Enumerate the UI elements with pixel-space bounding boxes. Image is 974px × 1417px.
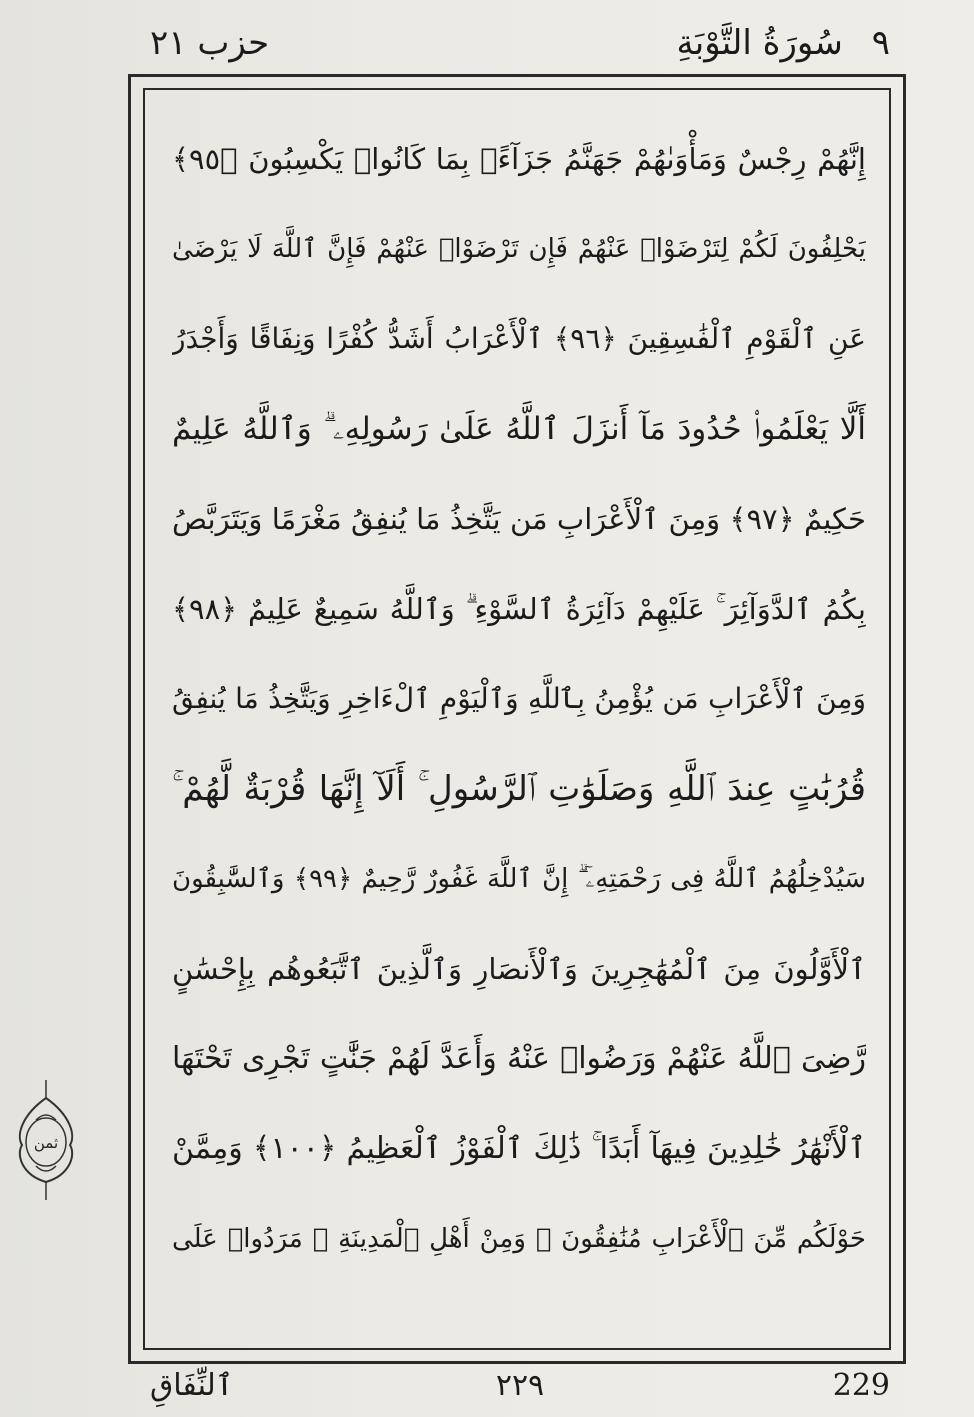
text-line-7: وَمِنَ ٱلْأَعْرَابِ مَن يُؤْمِنُ بِٱللَّهِ وَٱلْيَوْمِ ٱلْءَاخِرِ وَيَتَّخِذُ مَا يُنفِقُ: [172, 682, 866, 715]
text-line-8: قُرُبَٰتٍ عِندَ ٱللَّهِ وَصَلَوَٰتِ ٱلرَّسُولِ ۚ أَلَآ إِنَّهَا قُرْبَةٌ لَّهُمْ ۚ: [172, 769, 866, 809]
text-line-13: حَوْلَكُم مِّنَ ٱلْأَعْرَابِ مُنَٰفِقُونَ ۖ وَمِنْ أَهْلِ ٱلْمَدِينَةِ ۖ مَرَدُوا۟ عَلَى: [172, 1224, 866, 1254]
text-line-1: إِنَّهُمْ رِجْسٌ وَمَأْوَىٰهُمْ جَهَنَّمُ جَزَآءًۢ بِمَا كَانُوا۟ يَكْسِبُونَ ﴿٩٥﴾: [172, 142, 866, 176]
text-line-3: عَنِ ٱلْقَوْمِ ٱلْفَٰسِقِينَ ﴿٩٦﴾ ٱلْأَعْرَابُ أَشَدُّ كُفْرًا وَنِفَاقًا وَأَجْدَرُ: [172, 322, 866, 355]
surah-name: سُورَةُ التَّوْبَةِ: [676, 23, 843, 63]
page-header: [150, 18, 890, 68]
text-line-12: ٱلْأَنْهَٰرُ خَٰلِدِينَ فِيهَآ أَبَدًا ۚ ذَٰلِكَ ٱلْفَوْزُ ٱلْعَظِيمُ ﴿١٠٠﴾ وَمِمَّنْ: [172, 1131, 866, 1166]
text-line-9: سَيُدْخِلُهُمُ ٱللَّهُ فِى رَحْمَتِهِۦٓ ۗ إِنَّ ٱللَّهَ غَفُورٌ رَّحِيمٌ ﴿٩٩﴾ وَٱلسَّٰبِقُونَ: [172, 864, 866, 894]
text-line-5: حَكِيمٌ ﴿٩٧﴾ وَمِنَ ٱلْأَعْرَابِ مَن يَتَّخِذُ مَا يُنفِقُ مَغْرَمًا وَيَتَرَبَّصُ: [172, 502, 866, 536]
page-number: 229: [832, 1368, 890, 1403]
text-line-11: رَّضِىَ ٱللَّهُ عَنْهُمْ وَرَضُوا۟ عَنْهُ وَأَعَدَّ لَهُمْ جَنَّٰتٍ تَجْرِى تَحْتَهَا: [172, 1041, 866, 1076]
quran-text-block: [172, 118, 866, 1338]
surah-title: [677, 18, 891, 68]
page-number-arabic: ٢٢٩: [495, 1368, 545, 1403]
thumn-ornament-icon: [12, 1080, 80, 1200]
catchword: ٱلنِّفَاقِ: [150, 1368, 234, 1403]
surah-number: ٩: [871, 23, 890, 63]
text-line-2: يَحْلِفُونَ لَكُمْ لِتَرْضَوْا۟ عَنْهُمْ فَإِن تَرْضَوْا۟ عَنْهُمْ فَإِنَّ ٱللَّهَ لَا يَرْضَىٰ: [172, 234, 866, 264]
text-line-4: أَلَّا يَعْلَمُوا۟ حُدُودَ مَآ أَنزَلَ ٱللَّهُ عَلَىٰ رَسُولِهِۦ ۗ وَٱللَّهُ عَلِيمٌ: [172, 411, 866, 447]
text-line-6: بِكُمُ ٱلدَّوَآئِرَ ۚ عَلَيْهِمْ دَآئِرَةُ ٱلسَّوْءِ ۗ وَٱللَّهُ سَمِيعٌ عَلِيمٌ ﴿٩٨﴾: [172, 592, 866, 626]
text-line-10: ٱلْأَوَّلُونَ مِنَ ٱلْمُهَٰجِرِينَ وَٱلْأَنصَارِ وَٱلَّذِينَ ٱتَّبَعُوهُم بِإِحْسَٰنٍ: [172, 952, 866, 986]
thumn-label: ثمن: [33, 1134, 59, 1152]
hizb-label: حزب ٢١: [150, 23, 270, 63]
page-footer: [150, 1362, 890, 1410]
